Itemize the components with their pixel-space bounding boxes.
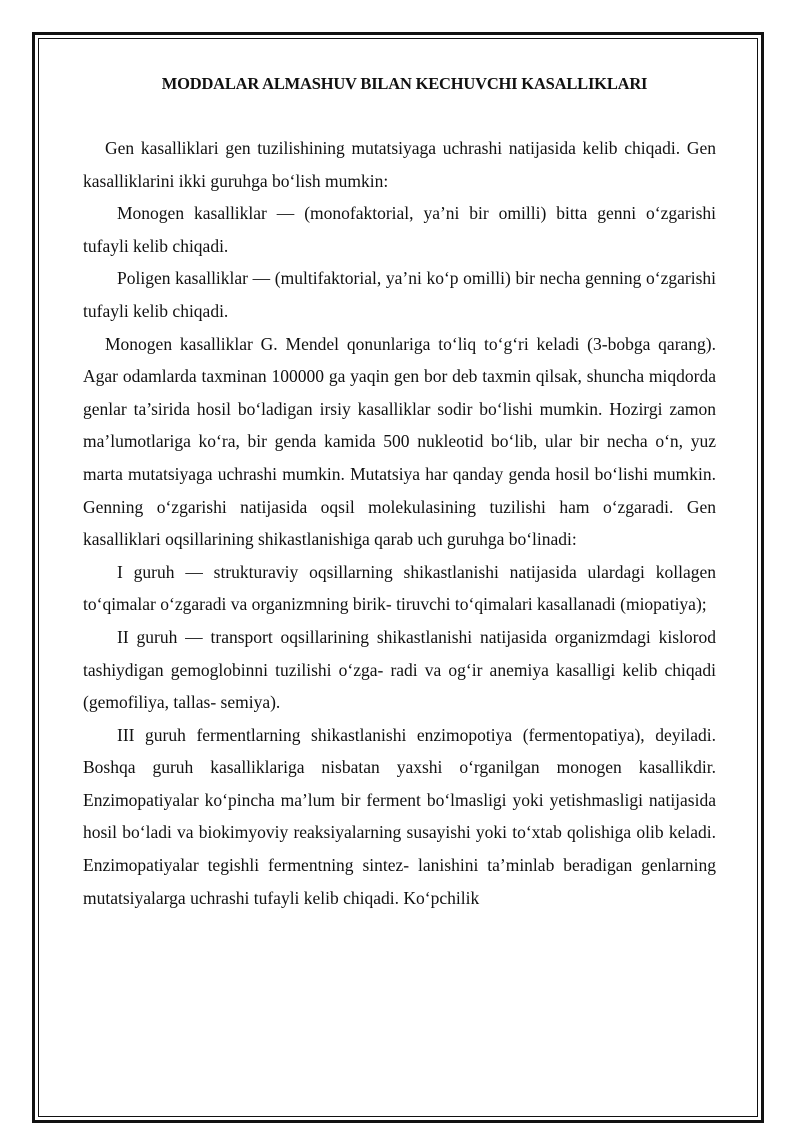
paragraph-gen-kasalliklari: Gen kasalliklari gen tuzilishining mutatsiyaga uchrashi natijasida kelib chiqadi. Gen kasalliklarini ikki guruhga bo‘lish mumkin:	[83, 138, 716, 191]
document-body	[83, 74, 716, 914]
paragraph-monogen-mendel: Monogen kasalliklar G. Mendel qonunlariga to‘liq to‘g‘ri keladi (3-bobga qarang). Agar odamlarda taxminan 100000 ga yaqin gen bor deb taxmin qilsak, shuncha miqdorda genlar ta’sirida hosil bo‘ladigan irsiy kasalliklar sodir bo‘lishi mumkin. Hozirgi zamon ma’lumotlariga ko‘ra, bir genda kamida 500 nukleotid bo‘lib, ular bir necha o‘n, yuz marta mutatsiyaga uchrashi mumkin. Mutatsiya har qanday genda hosil bo‘lishi mumkin. Genning o‘zgarishi natijasida oqsil molekulasining tuzilishi ham o‘zgaradi. Gen kasalliklari oqsillarining shikastlanishiga qarab uch guruhga bo‘linadi:	[83, 333, 716, 550]
paragraph-poligen: Poligen kasalliklar — (multifaktorial, ya’ni ko‘p omilli) bir necha genning o‘zgarishi tufayli kelib chiqadi.	[83, 268, 716, 321]
paragraph-monogen: Monogen kasalliklar — (monofaktorial, ya’ni bir omilli) bitta genni o‘zgarishi tufayli kelib chiqadi.	[83, 203, 716, 256]
paragraph-group-3: III guruh fermentlarning shikastlanishi enzimopotiya (fermentopatiya), deyiladi. Boshqa guruh kasalliklariga nisbatan yaxshi o‘rganilgan monogen kasallikdir. Enzimopatiyalar ko‘pincha ma’lum bir ferment bo‘lmasligi yoki yetishmasligi natijasida hosil bo‘ladi va biokimyoviy reaksiyalarning susayishi yoki to‘xtab qolishiga olib keladi. Enzimopatiyalar tegishli fermentning sintez- lanishini ta’minlab beradigan genlarning mutatsiyalarga uchrashi tufayli kelib chiqadi. Ko‘pchilik	[83, 724, 716, 908]
paragraph-group-1: I guruh — strukturaviy oqsillarning shikastlanishi natijasida ulardagi kollagen to‘qimalar o‘zgaradi va organizmning birik- tiruvchi to‘qimalari kasallanadi (miopatiya);	[83, 561, 716, 615]
paragraph-group-2: II guruh — transport oqsillarining shikastlanishi natijasida organizmdagi kislorod tashiydigan gemoglobinni tuzilishi o‘zga- radi va og‘ir anemiya kasalligi kelib chiqadi (gemofiliya, tallas- semiya).	[83, 626, 716, 713]
document-title: MODDALAR ALMASHUV BILAN KECHUVCHI KASALLIKLARI	[161, 74, 648, 93]
